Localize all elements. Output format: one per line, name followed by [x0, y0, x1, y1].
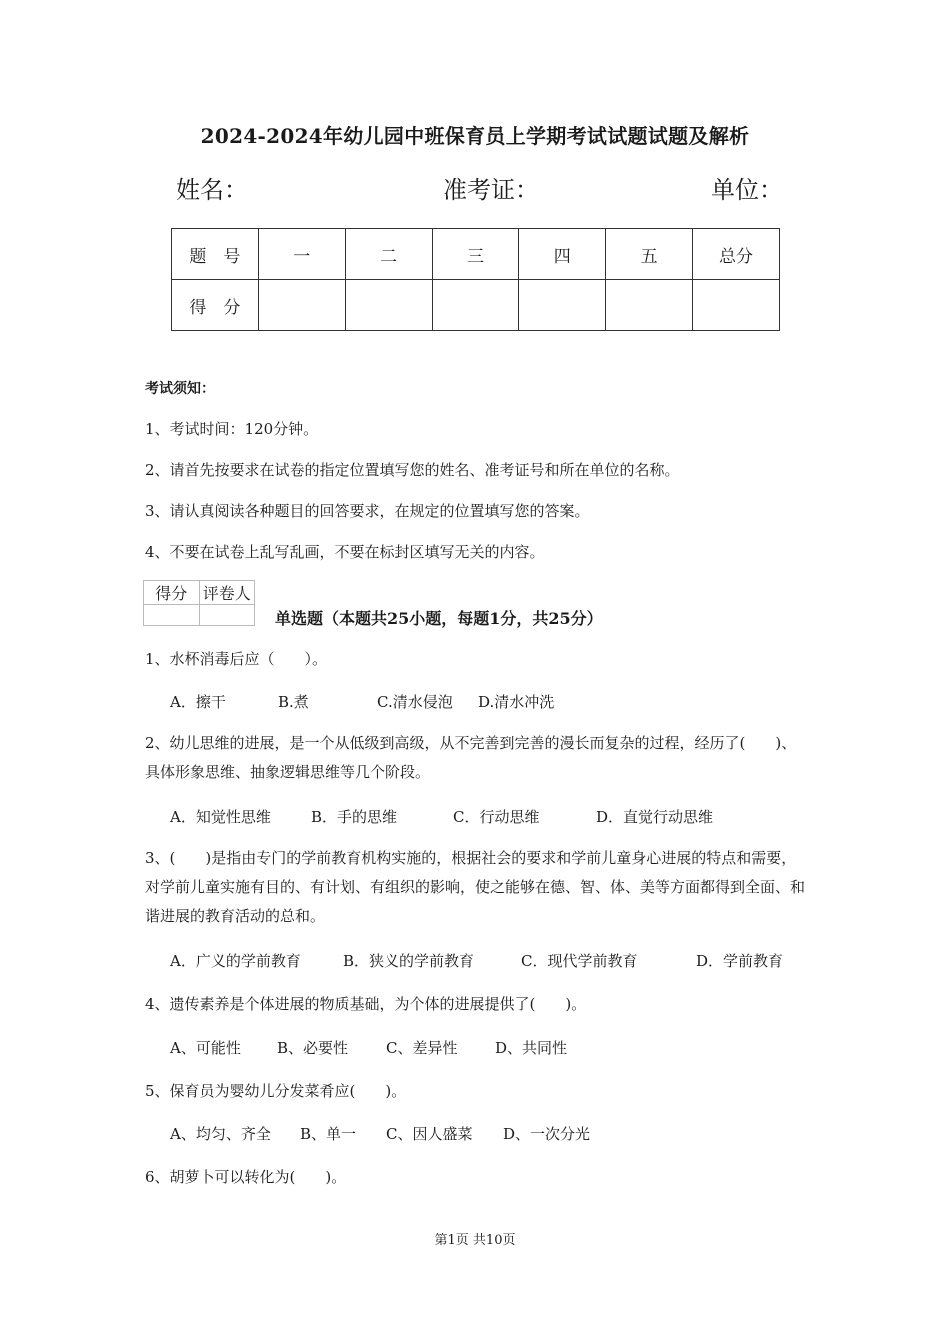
section-title: 单选题（本题共25小题，每题1分，共25分） [275, 609, 603, 628]
question-3-options [170, 950, 783, 971]
document-title: 2024-2024年幼儿园中班保育员上学期考试试题试题及解析 [200, 124, 750, 148]
option-a[interactable]: A、可能性 [170, 1039, 241, 1057]
header-cell-4: 四 [519, 229, 606, 280]
grader-box [143, 580, 255, 626]
question-6: 6、胡萝卜可以转化为( )。 [145, 1168, 347, 1186]
option-b[interactable]: B、必要性 [277, 1039, 349, 1057]
header-cell-1: 一 [258, 229, 345, 280]
question-5: 5、保育员为婴幼儿分发菜肴应( )。 [145, 1082, 407, 1100]
score-cell-total[interactable] [693, 280, 780, 331]
score-cell-4[interactable] [519, 280, 606, 331]
question-4-options [170, 1037, 567, 1058]
header-cell-2: 二 [345, 229, 432, 280]
notice-item-1: 1、考试时间：120分钟。 [145, 420, 319, 438]
option-d[interactable]: D、一次分光 [503, 1125, 591, 1143]
score-cell-3[interactable] [432, 280, 519, 331]
question-1-options [170, 691, 554, 712]
option-a[interactable]: A、均匀、齐全 [170, 1125, 271, 1143]
exam-id-label: 准考证： [443, 176, 539, 204]
question-2: 2、幼儿思维的进展，是一个从低级到高级，从不完善到完善的漫长而复杂的过程，经历了( )、具体形象思维、抽象逻辑思维等几个阶段。 [145, 734, 797, 781]
option-d[interactable]: D、共同性 [495, 1039, 568, 1057]
option-d[interactable]: D.清水冲洗 [478, 693, 555, 711]
header-cell-question-no: 题 号 [172, 229, 259, 280]
option-d[interactable]: D．直觉行动思维 [596, 808, 714, 826]
score-cell-2[interactable] [345, 280, 432, 331]
option-b[interactable]: B．手的思维 [311, 808, 398, 826]
question-5-options [170, 1123, 590, 1144]
notice-heading: 考试须知： [145, 381, 215, 397]
unit-label: 单位： [711, 176, 783, 204]
grader-name-label: 评卷人 [199, 581, 255, 605]
option-c[interactable]: C、差异性 [386, 1039, 458, 1057]
option-c[interactable]: C．现代学前教育 [521, 952, 638, 970]
header-cell-total: 总分 [693, 229, 780, 280]
grader-score-cell[interactable] [144, 605, 200, 626]
score-table-score-row [172, 280, 780, 331]
question-1: 1、水杯消毒后应（ ）。 [145, 650, 328, 668]
option-c[interactable]: C．行动思维 [453, 808, 540, 826]
notice-item-3: 3、请认真阅读各种题目的回答要求，在规定的位置填写您的答案。 [145, 502, 590, 520]
grader-score-label: 得分 [144, 581, 200, 605]
question-3: 3、( )是指由专门的学前教育机构实施的，根据社会的要求和学前儿童身心进展的特点和需要，对学前儿童实施有目的、有计划、有组织的影响，使之能够在德、智、体、美等方面都得到全面、和谐进展的教育活动的总和。 [145, 849, 806, 925]
option-a[interactable]: A．广义的学前教育 [170, 952, 301, 970]
page-footer: 第1页 共10页 [434, 1233, 516, 1248]
score-cell-5[interactable] [606, 280, 693, 331]
header-cell-5: 五 [606, 229, 693, 280]
option-c[interactable]: C.清水侵泡 [377, 693, 453, 711]
option-c[interactable]: C、因人盛菜 [386, 1125, 473, 1143]
notice-item-2: 2、请首先按要求在试卷的指定位置填写您的姓名、准考证号和所在单位的名称。 [145, 461, 680, 479]
score-row-label: 得 分 [172, 280, 259, 331]
score-cell-1[interactable] [258, 280, 345, 331]
question-2-options [170, 806, 713, 827]
question-4: 4、遗传素养是个体进展的物质基础，为个体的进展提供了( )。 [145, 995, 587, 1013]
name-label: 姓名： [176, 176, 248, 204]
header-cell-3: 三 [432, 229, 519, 280]
option-d[interactable]: D．学前教育 [696, 952, 784, 970]
option-a[interactable]: A．擦干 [170, 693, 226, 711]
score-table [171, 228, 780, 331]
option-b[interactable]: B.煮 [278, 693, 309, 711]
option-b[interactable]: B、单一 [300, 1125, 357, 1143]
grader-name-cell[interactable] [199, 605, 255, 626]
notice-item-4: 4、不要在试卷上乱写乱画，不要在标封区填写无关的内容。 [145, 543, 545, 561]
option-b[interactable]: B．狭义的学前教育 [343, 952, 475, 970]
score-table-header-row [172, 229, 780, 280]
option-a[interactable]: A．知觉性思维 [170, 808, 271, 826]
